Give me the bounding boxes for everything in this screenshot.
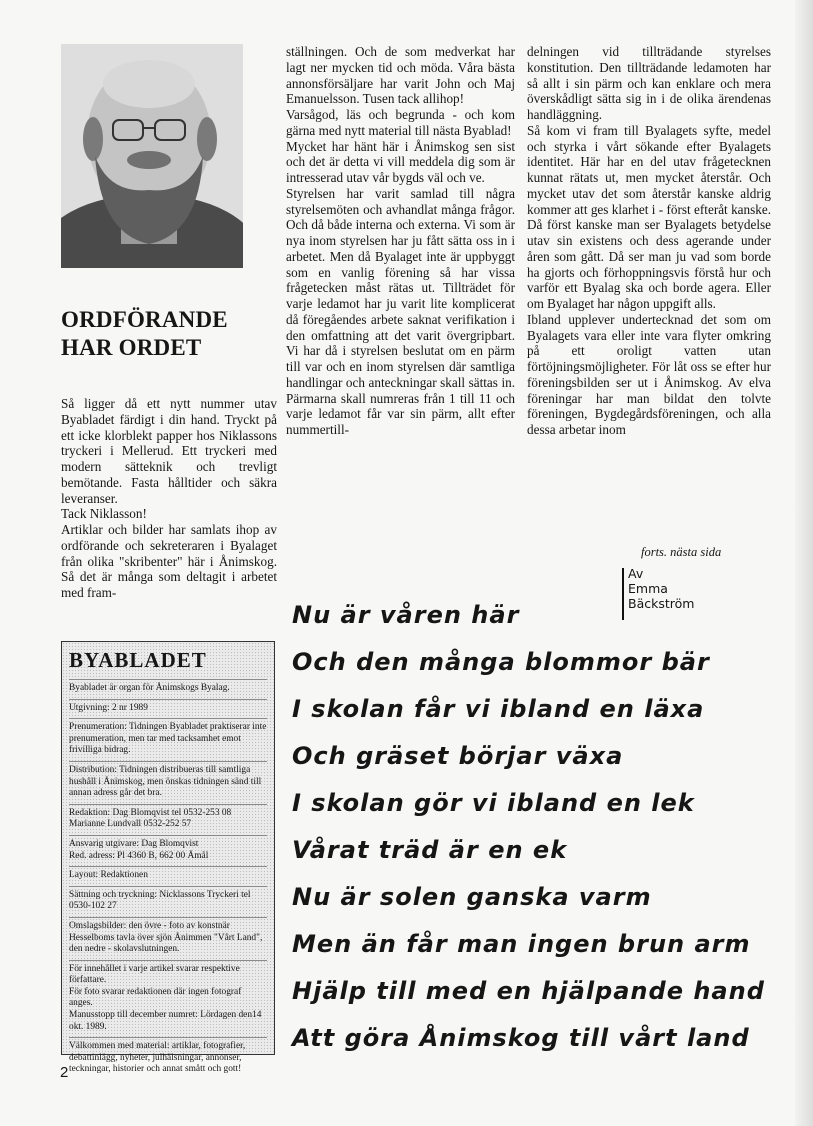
masthead-text: Prenumeration: Tidningen Byabladet praktiserar inte prenumeration, men tar med tacksamhet emot frivilliga bidrag.	[69, 722, 267, 756]
poem-line: I skolan får vi ibland en läxa	[292, 695, 705, 723]
author-text: Emma	[628, 581, 668, 596]
page-edge-shadow	[795, 0, 813, 1126]
article-paragraph: Ibland upplever undertecknad det som om Byalagets vara eller inte vara flyter omkring på ett oroligt vatten utan förtöjningsmöjligheter. För låt oss se efter hur föreningsbilden ser ut i Ånimskog. Av elva föreningar har man bildat den tolvte föreningen, Bygdegårdsföreningen, och alla dessa arbetar inom	[527, 311, 771, 437]
article-paragraph: Varsågod, läs och begrunda - och kom gärna med nytt material till nästa Byablad!	[286, 107, 515, 138]
poem-line: Vårat träd är en ek	[292, 836, 568, 864]
masthead-item	[69, 699, 267, 719]
article-paragraph: Mycket har hänt här i Ånimskog sen sist och det är detta vi vill meddela dig som är intresserad utav vår bygds väl och ve.	[286, 138, 515, 185]
page-number: 2	[60, 1064, 69, 1081]
masthead-text: Red. adress: Pl 4360 B, 662 00 Åmål	[69, 850, 209, 861]
portrait-photo-icon	[61, 44, 243, 268]
masthead-title: BYABLADET	[69, 648, 207, 672]
headline-line-2: HAR ORDET	[61, 335, 202, 360]
masthead-item	[69, 866, 267, 886]
chairman-portrait-photo	[61, 44, 243, 268]
poem-line: I skolan gör vi ibland en lek	[292, 789, 695, 817]
masthead-item	[69, 835, 267, 866]
masthead-text: Ansvarig utgivare: Dag Blomqvist	[69, 838, 199, 849]
masthead-text: Redaktion: Dag Blomqvist tel 0532-253 08	[69, 807, 232, 818]
masthead-text: Byabladet är organ för Ånimskogs Byalag.	[69, 683, 230, 693]
author-text: Bäckström	[628, 596, 695, 611]
poem-line: Nu är solen ganska varm	[292, 883, 652, 911]
handwritten-poem	[292, 592, 765, 1062]
masthead-text: Manusstopp till december numret: Lördagen den14 okt. 1989.	[69, 1010, 262, 1032]
poem-line: Att göra Ånimskog till vårt land	[292, 1024, 750, 1052]
masthead-item	[69, 718, 267, 761]
poem-line: Nu är våren här	[292, 601, 520, 629]
article-paragraph: delningen vid tillträdande styrelses konstitution. Den tillträdande ledamoten har så allt i sin pärm och kan enklare och mera överskådligt sätta sig in i de olika ärendenas handläggning.	[527, 44, 771, 122]
masthead-text: Sättning och tryckning: Nicklassons Tryckeri tel 0530-102 27	[69, 889, 251, 912]
masthead-text: Distribution: Tidningen distribueras till samtliga hushåll i Ånimskog, men önskas tidningen sänd till annan adress går det bra.	[69, 764, 262, 799]
masthead-text: Layout: Redaktionen	[69, 870, 148, 881]
article-column-right	[527, 44, 771, 438]
article-paragraph: Så ligger då ett nytt nummer utav Byabladet färdigt i din hand. Tryckt på ett icke klorblekt papper hos Niklassons tryckeri i Mellerud. Ett tryckeri med modern sätteknik och trevligt bemötande. Fasta hålltider och säkra leveranser.	[61, 396, 277, 506]
masthead-item	[69, 761, 267, 804]
article-headline	[61, 306, 251, 362]
masthead-item	[69, 1037, 267, 1080]
article-paragraph: Artiklar och bilder har samlats ihop av ordförande och sekreteraren i Byalaget från olika "skribenter" här i Ånimskog. Så det är många som deltagit i arbetet med fram-	[61, 522, 277, 600]
masthead-text: För innehållet i varje artikel svarar respektive författare.	[69, 963, 240, 986]
author-text: Av	[628, 566, 644, 581]
article-paragraph: Styrelsen har varit samlad till några styrelsemöten och avhandlat många frågor. Och då både interna och externa. Vi som är nya inom styrelsen har ju fått sätta oss in i arbetet. Men då Byalaget inte är uppbyggt som en vanlig förening så har vissa frågetecken måst rätas ut. Tillträdet för varje ledamot har ju varit lite komplicerat då föregåendes arbete saknat verifikation i den omfattning att det varit övergripbart. Vi har då i styrelsen beslutat om en pärm till var och en inom styrelsen där samtliga handlingar och anteckningar skall sättas in. Pärmarna skall numreras från 1 till 11 och varje ledamot får var sin pärm, allt efter nummertill-	[286, 185, 515, 437]
poem-line: Och den många blommor bär	[292, 648, 710, 676]
poem-line: Men än får man ingen brun arm	[292, 930, 751, 958]
article-paragraph: ställningen. Och de som medverkat har lagt ner mycken tid och möda. Våra bästa annonsförsäljare har varit John och Maj Emanuelsson. Tusen tack allihop!	[286, 44, 515, 107]
masthead-item	[69, 960, 267, 1038]
article-paragraph: Så kom vi fram till Byalagets syfte, medel och styrka i vårt sökande efter Byalagets identitet. Här har en del utav frågetecknen kunnat rätats ut, men mycket återstår. Och mycket utav det som återstår kanske aldrig kommer att ges klarhet i - först efteråt kanske. Då först kanske man ser Byalagets betydelse utav sin existens och dess agerande under åren som gått. Då ser man ju vad som borde ha gjorts och förhoppningsvis förstå hur och varför ett Byalag ska och borde agera. Eller om Byalaget har någon uppgift alls.	[527, 122, 771, 311]
masthead-item	[69, 679, 267, 699]
masthead-item	[69, 804, 267, 835]
masthead-text: Utgivning: 2 nr 1989	[69, 702, 148, 713]
masthead-item	[69, 886, 267, 917]
masthead-text: Välkommen med material: artiklar, fotografier, debattinlägg, nyheter, julhälsningar, annonser, teckningar, historier och annat smått och gott!	[69, 1041, 246, 1075]
poem-line: Och gräset börjar växa	[292, 742, 624, 770]
article-paragraph: Tack Niklasson!	[61, 506, 147, 522]
masthead-text: Omslagsbilder: den övre - foto av konstnär Hesselboms tavla över sjön Ånimmen "Vårt Land", den nedre - skolavslutningen.	[69, 920, 263, 955]
masthead-text: Marianne Lundvall 0532-252 57	[69, 819, 192, 830]
poem-line: Hjälp till med en hjälpande hand	[292, 977, 765, 1005]
article-column-left	[61, 396, 277, 601]
article-column-middle	[286, 44, 515, 438]
headline-line-1: ORDFÖRANDE	[61, 307, 228, 332]
masthead-text: För foto svarar redaktionen där ingen fotograf anges.	[69, 986, 242, 1009]
continued-note: forts. nästa sida	[641, 545, 722, 559]
masthead-item	[69, 917, 267, 960]
masthead-box	[61, 641, 275, 1075]
